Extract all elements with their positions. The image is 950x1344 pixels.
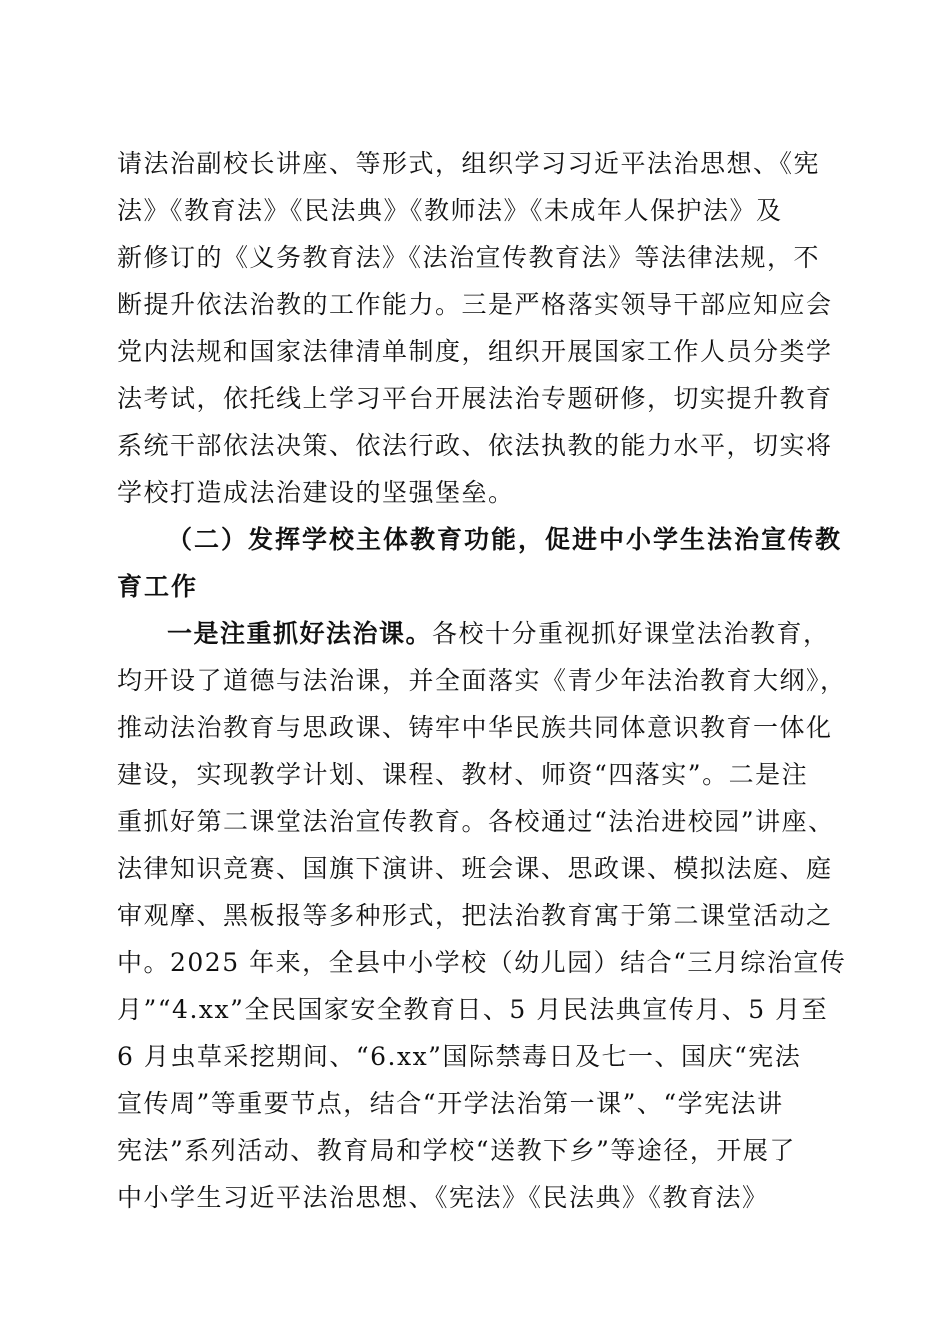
paragraph-line: 重抓好第二课堂法治宣传教育。各校通过“法治进校园”讲座、 xyxy=(117,807,835,836)
paragraph-line: 党内法规和国家法律清单制度，组织开展国家工作人员分类学 xyxy=(117,337,833,366)
paragraph-line: 中。2025 年来，全县中小学校（幼儿园）结合“三月综治宣传 xyxy=(117,948,847,977)
paragraph-line: 法考试，依托线上学习平台开展法治专题研修，切实提升教育 xyxy=(117,384,833,413)
paragraph-lead-phrase: 一是注重抓好法治课。 xyxy=(167,619,433,648)
paragraph-line: 宣传周”等重要节点，结合“开学法治第一课”、“学宪法讲 xyxy=(117,1089,784,1118)
paragraph-first-line xyxy=(167,621,830,646)
paragraph-line: 法律知识竞赛、国旗下演讲、班会课、思政课、模拟法庭、庭 xyxy=(117,854,833,883)
paragraph-line: 新修订的《义务教育法》《法治宣传教育法》等法律法规，不 xyxy=(117,243,821,272)
paragraph-line: 推动法治教育与思政课、铸牢中华民族共同体意识教育一体化 xyxy=(117,713,833,742)
paragraph-line: 均开设了道德与法治课，并全面落实《青少年法治教育大纲》， xyxy=(117,666,847,695)
paragraph-line: 法》《教育法》《民法典》《教师法》《未成年人保护法》及 xyxy=(117,196,783,225)
paragraph-line: 系统干部依法决策、依法行政、依法执教的能力水平，切实将 xyxy=(117,431,833,460)
paragraph-line: 断提升依法治教的工作能力。三是严格落实领导干部应知应会 xyxy=(117,290,833,319)
paragraph-line: 中小学生习近平法治思想、《宪法》《民法典》《教育法》 xyxy=(117,1183,769,1212)
paragraph-line: 建设，实现教学计划、课程、教材、师资“四落实”。二是注 xyxy=(117,760,809,789)
paragraph-line: 请法治副校长讲座、等形式，组织学习习近平法治思想、《宪 xyxy=(117,149,821,178)
paragraph-line: 审观摩、黑板报等多种形式，把法治教育寓于第二课堂活动之 xyxy=(117,901,833,930)
paragraph-line-rest: 各校十分重视抓好课堂法治教育， xyxy=(432,619,830,648)
section-heading-continued: 育工作 xyxy=(117,572,199,601)
paragraph-line: 学校打造成法治建设的坚强堡垒。 xyxy=(117,478,515,507)
section-heading: （二）发挥学校主体教育功能，促进中小学生法治宣传教 xyxy=(167,525,843,554)
paragraph-line: 6 月虫草采挖期间、“6.xx”国际禁毒日及七一、国庆“宪法 xyxy=(117,1042,802,1071)
paragraph-line: 月”“4.xx”全民国家安全教育日、5 月民法典宣传月、5 月至 xyxy=(117,995,829,1024)
paragraph-line: 宪法”系列活动、教育局和学校“送教下乡”等途径，开展了 xyxy=(117,1136,796,1165)
